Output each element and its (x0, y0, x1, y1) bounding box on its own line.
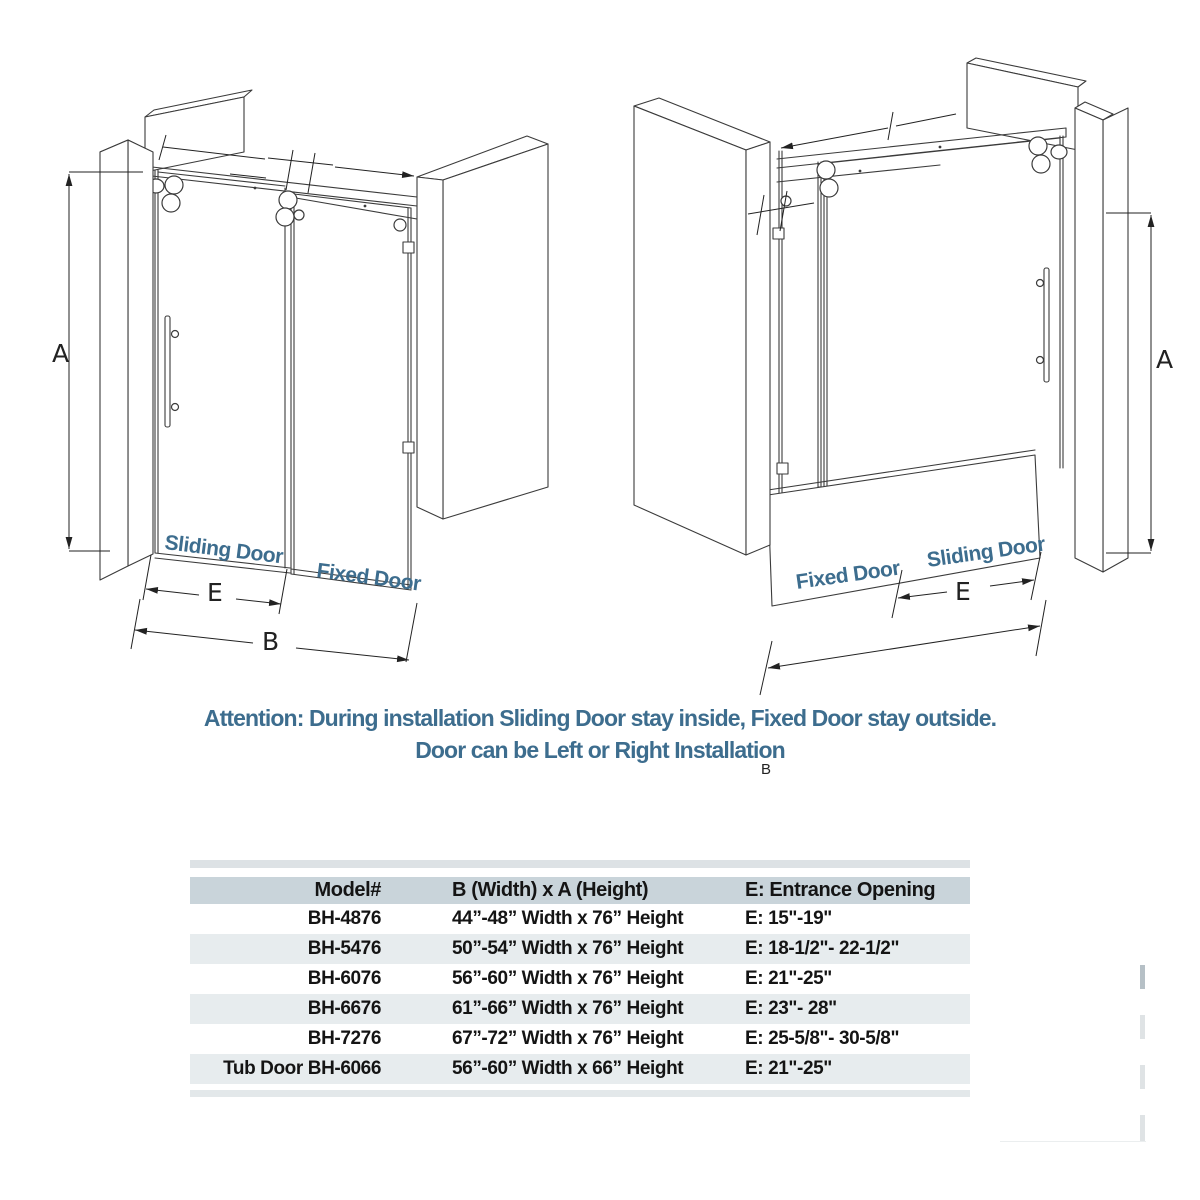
size-cell: 56”-60” Width x 66” Height (452, 1058, 684, 1079)
entrance-cell: E: 15"-19" (745, 908, 832, 929)
dim-b-label-right: B (761, 761, 772, 778)
attention-line-1: Attention: During installation Sliding Door stay inside, Fixed Door stay outside. (203, 705, 997, 731)
table-bottom-strip (190, 1090, 970, 1097)
left-wall (100, 140, 153, 580)
dim-a-label: A (1156, 345, 1174, 374)
faint-divider (1000, 1141, 1146, 1142)
header-entrance: E: Entrance Opening (745, 879, 936, 901)
model-cell: BH-6676 (307, 998, 381, 1019)
header-model: Model# (314, 879, 381, 901)
header-size: B (Width) x A (Height) (452, 879, 649, 901)
fixed-door-panel (773, 151, 821, 508)
fixed-door-label: Fixed Door (794, 556, 902, 594)
fixed-door-label: Fixed Door (315, 559, 423, 596)
glass-clamp (777, 463, 788, 474)
glass-clamp (773, 228, 784, 239)
right-wall (417, 136, 548, 519)
model-cell: Tub Door BH-6066 (223, 1058, 381, 1079)
model-cell: BH-6076 (307, 968, 381, 989)
model-cell: BH-7276 (307, 1028, 381, 1049)
left-wall (634, 98, 770, 555)
entrance-cell: E: 21"-25" (745, 968, 832, 989)
table-row (190, 994, 970, 1024)
entrance-cell: E: 18-1/2"- 22-1/2" (745, 938, 900, 959)
door-handle (165, 316, 179, 427)
model-cell: BH-4876 (307, 908, 381, 929)
size-cell: 44”-48” Width x 76” Height (452, 908, 684, 929)
size-cell: 50”-54” Width x 76” Height (452, 938, 684, 959)
table-row (190, 1054, 970, 1084)
door-handle (1037, 268, 1050, 382)
dim-e-label: E (207, 578, 223, 607)
tub-door-diagram (634, 58, 1173, 695)
right-wall (1075, 102, 1128, 572)
size-spec-table (190, 860, 970, 1097)
table-row (190, 1024, 970, 1054)
table-row (190, 904, 970, 934)
entrance-cell: E: 25-5/8"- 30-5/8" (745, 1028, 900, 1049)
model-cell: BH-5476 (307, 938, 381, 959)
table-header-row (190, 877, 970, 904)
sliding-door-panel (155, 170, 290, 573)
dim-a-label: A (52, 339, 70, 368)
table-row (190, 934, 970, 964)
table-row (190, 964, 970, 994)
rollers (781, 137, 1067, 206)
edge-bar-segment (1140, 965, 1145, 989)
sliding-door-label: Sliding Door (925, 532, 1047, 572)
sliding-door-panel (818, 136, 1063, 503)
table-top-strip (190, 860, 970, 868)
sliding-door-label: Sliding Door (163, 531, 285, 569)
fixed-door-panel (291, 192, 414, 590)
rollers (148, 176, 406, 231)
entrance-cell: E: 21"-25" (745, 1058, 832, 1079)
entrance-cell: E: 23"- 28" (745, 998, 837, 1019)
shower-door-diagram (52, 90, 548, 662)
edge-bar-segment (1140, 1115, 1145, 1141)
size-cell: 61”-66” Width x 76” Height (452, 998, 684, 1019)
size-cell: 67”-72” Width x 76” Height (452, 1028, 684, 1049)
size-cell: 56”-60” Width x 76” Height (452, 968, 684, 989)
dim-e-label: E (955, 577, 971, 606)
attention-line-2: Door can be Left or Right Installation (415, 737, 785, 763)
attention-note (0, 702, 1200, 778)
edge-bar-segment (1140, 1065, 1145, 1089)
edge-bar-segment (1140, 1015, 1145, 1039)
glass-clamp (403, 442, 414, 453)
back-wall (145, 90, 252, 172)
dim-b-label: B (262, 627, 280, 656)
glass-clamp (403, 242, 414, 253)
